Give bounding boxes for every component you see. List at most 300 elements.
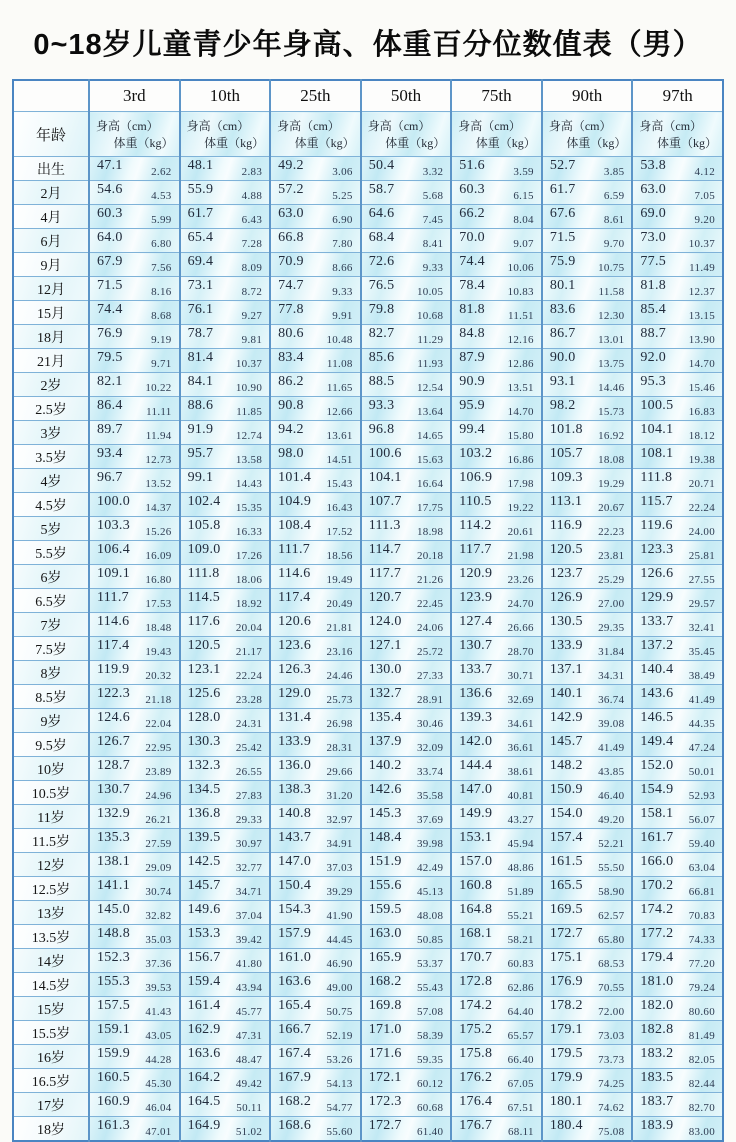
percentile-cell (180, 733, 271, 757)
percentile-cell (89, 301, 180, 325)
percentile-cell (89, 373, 180, 397)
percentile-cell (180, 229, 271, 253)
height-value: 65.4 (187, 230, 214, 245)
weight-value: 43.94 (235, 982, 263, 994)
percentile-cell (180, 277, 271, 301)
percentile-cell (542, 1045, 633, 1069)
height-value: 66.8 (278, 230, 304, 245)
height-value: 66.2 (459, 206, 485, 221)
height-value: 179.4 (640, 950, 674, 965)
unit-cell (89, 112, 180, 157)
height-value: 86.7 (549, 326, 576, 341)
percentile-cell (542, 613, 633, 637)
percentile-cell (542, 733, 633, 757)
percentile-cell (542, 397, 633, 421)
table-row (13, 613, 723, 637)
table-row (13, 1069, 723, 1093)
weight-value: 8.66 (332, 262, 353, 274)
percentile-cell (451, 469, 542, 493)
percentile-cell (632, 517, 723, 541)
percentile-cell (632, 853, 723, 877)
weight-value: 30.74 (145, 886, 172, 898)
percentile-cell (451, 805, 542, 829)
percentile-cell (542, 205, 633, 229)
height-value: 108.4 (278, 518, 312, 533)
age-label: 11岁 (13, 805, 89, 829)
weight-value: 28.91 (417, 694, 444, 706)
height-value: 86.4 (97, 398, 123, 413)
weight-value: 73.03 (598, 1030, 625, 1042)
height-value: 114.6 (278, 566, 311, 581)
height-value: 120.5 (187, 638, 221, 653)
height-value: 111.8 (187, 566, 220, 581)
weight-value: 22.04 (145, 718, 172, 730)
percentile-cell (180, 517, 271, 541)
weight-value: 48.08 (417, 910, 444, 922)
weight-value: 37.36 (145, 958, 172, 970)
weight-value: 4.12 (694, 166, 715, 178)
height-value: 153.3 (187, 926, 221, 941)
height-value: 105.8 (187, 518, 221, 533)
unit-cell (361, 112, 452, 157)
percentile-cell (270, 709, 361, 733)
percentile-cell (89, 1093, 180, 1117)
weight-value: 56.07 (688, 814, 715, 826)
height-value: 101.4 (278, 470, 312, 485)
height-value: 104.9 (278, 494, 312, 509)
age-label: 7.5岁 (13, 637, 89, 661)
weight-value: 11.58 (598, 286, 625, 298)
height-value: 52.7 (549, 158, 576, 173)
height-value: 73.1 (187, 278, 214, 293)
percentile-cell (361, 925, 452, 949)
height-value: 161.3 (97, 1118, 130, 1133)
height-value: 164.8 (459, 902, 493, 917)
height-value: 98.0 (278, 446, 304, 461)
percentile-cell (451, 325, 542, 349)
weight-value: 23.28 (235, 694, 263, 706)
height-value: 130.0 (368, 662, 402, 677)
height-value: 126.9 (549, 590, 583, 605)
percentile-cell (451, 349, 542, 373)
table-row (13, 469, 723, 493)
weight-value: 83.00 (688, 1126, 715, 1138)
height-value: 150.4 (278, 878, 312, 893)
percentile-cell (542, 1117, 633, 1142)
height-value: 172.7 (368, 1118, 402, 1133)
height-value: 127.4 (459, 614, 493, 629)
percentile-cell (361, 445, 452, 469)
percentile-cell (451, 1021, 542, 1045)
table-row (13, 541, 723, 565)
height-value: 114.7 (368, 542, 402, 557)
height-value: 157.4 (549, 830, 583, 845)
height-value: 99.4 (459, 422, 485, 437)
height-value: 114.5 (187, 590, 221, 605)
percentile-cell (180, 661, 271, 685)
height-value: 175.1 (549, 950, 583, 965)
weight-value: 14.70 (688, 358, 715, 370)
table-row (13, 1093, 723, 1117)
percentile-cell (180, 781, 271, 805)
weight-value: 44.28 (145, 1054, 172, 1066)
weight-value: 19.38 (688, 454, 715, 466)
percentile-cell (451, 157, 542, 181)
percentile-cell (270, 853, 361, 877)
height-value: 132.3 (187, 758, 221, 773)
height-value: 79.8 (368, 302, 395, 317)
weight-value: 8.04 (513, 214, 534, 226)
percentile-cell (89, 829, 180, 853)
table-row (13, 181, 723, 205)
height-value: 77.8 (278, 302, 304, 317)
weight-value: 19.22 (507, 502, 534, 514)
weight-value: 39.98 (417, 838, 444, 850)
weight-value: 3.59 (513, 166, 534, 178)
height-value: 91.9 (187, 422, 214, 437)
height-value: 138.3 (278, 782, 312, 797)
weight-value: 41.49 (688, 694, 715, 706)
percentile-cell (542, 445, 633, 469)
weight-value: 82.44 (688, 1078, 715, 1090)
height-value: 137.9 (368, 734, 402, 749)
height-value: 127.1 (368, 638, 402, 653)
weight-value: 45.13 (417, 886, 444, 898)
weight-value: 12.74 (235, 430, 263, 442)
weight-value: 46.90 (326, 958, 353, 970)
weight-value: 9.27 (241, 310, 263, 322)
weight-value: 7.80 (332, 238, 353, 250)
percentile-cell (361, 565, 452, 589)
height-value: 149.6 (187, 902, 221, 917)
percentile-cell (632, 349, 723, 373)
height-value: 163.6 (187, 1046, 221, 1061)
weight-value: 44.45 (326, 934, 353, 946)
weight-value: 10.06 (507, 262, 534, 274)
height-value: 103.2 (459, 446, 493, 461)
unit-header-row (13, 112, 723, 157)
weight-value: 20.67 (598, 502, 625, 514)
weight-value: 73.73 (598, 1054, 625, 1066)
percentile-cell (542, 949, 633, 973)
height-value: 71.5 (97, 278, 123, 293)
percentile-cell (632, 877, 723, 901)
weight-value: 68.11 (507, 1126, 534, 1138)
percentile-cell (361, 325, 452, 349)
percentile-cell (180, 373, 271, 397)
percentile-cell (451, 733, 542, 757)
height-value: 103.3 (97, 518, 130, 533)
height-value: 84.8 (459, 326, 485, 341)
height-value: 130.7 (97, 782, 130, 797)
height-value: 107.7 (368, 494, 402, 509)
weight-value: 68.53 (598, 958, 625, 970)
weight-value: 8.41 (422, 238, 444, 250)
percentile-cell (542, 229, 633, 253)
height-value: 63.0 (278, 206, 304, 221)
height-value: 99.1 (187, 470, 214, 485)
weight-value: 14.51 (326, 454, 353, 466)
weight-value: 29.35 (598, 622, 625, 634)
height-value: 108.1 (640, 446, 674, 461)
weight-value: 12.73 (145, 454, 172, 466)
table-row (13, 493, 723, 517)
weight-value: 17.26 (235, 550, 263, 562)
percentile-cell (270, 973, 361, 997)
percentile-cell (632, 637, 723, 661)
age-label: 12月 (13, 277, 89, 301)
height-value: 168.6 (278, 1118, 312, 1133)
weight-value: 40.81 (507, 790, 534, 802)
percentile-cell (361, 973, 452, 997)
percentile-cell (361, 1093, 452, 1117)
weight-value: 27.83 (235, 790, 263, 802)
table-row (13, 397, 723, 421)
percentile-cell (451, 541, 542, 565)
percentile-cell (361, 373, 452, 397)
percentile-cell (542, 517, 633, 541)
height-value: 111.8 (640, 470, 673, 485)
percentile-header-row (13, 80, 723, 112)
height-value: 167.9 (278, 1070, 312, 1085)
weight-value: 37.69 (417, 814, 444, 826)
height-value: 74.4 (459, 254, 485, 269)
height-value: 156.7 (187, 950, 221, 965)
percentile-cell (632, 205, 723, 229)
weight-value: 9.70 (603, 238, 625, 250)
weight-value: 16.80 (145, 574, 172, 586)
height-value: 81.8 (459, 302, 485, 317)
percentile-cell (451, 1117, 542, 1142)
weight-value: 12.66 (326, 406, 353, 418)
weight-value: 13.64 (417, 406, 444, 418)
height-value: 142.9 (549, 710, 583, 725)
weight-value: 29.66 (326, 766, 353, 778)
percentile-cell (361, 877, 452, 901)
height-value: 114.6 (97, 614, 130, 629)
weight-value: 20.04 (235, 622, 263, 634)
percentile-cell (361, 421, 452, 445)
percentile-cell (632, 781, 723, 805)
weight-value: 61.40 (417, 1126, 444, 1138)
height-value: 69.0 (640, 206, 667, 221)
height-value: 140.8 (278, 806, 312, 821)
height-value: 124.0 (368, 614, 402, 629)
percentile-cell (451, 781, 542, 805)
weight-value: 21.26 (417, 574, 444, 586)
weight-value: 28.31 (326, 742, 353, 754)
table-row (13, 229, 723, 253)
age-label: 5.5岁 (13, 541, 89, 565)
weight-value: 35.58 (417, 790, 444, 802)
weight-value: 12.86 (507, 358, 534, 370)
height-value: 81.8 (640, 278, 667, 293)
percentile-cell (180, 997, 271, 1021)
percentile-cell (180, 973, 271, 997)
height-value: 88.6 (187, 398, 214, 413)
weight-value: 6.43 (241, 214, 263, 226)
height-unit-label: 身高（cm） (367, 119, 431, 133)
percentile-cell (270, 157, 361, 181)
percentile-cell (361, 1069, 452, 1093)
percentile-cell (542, 373, 633, 397)
percentile-cell (632, 1045, 723, 1069)
table-row (13, 829, 723, 853)
percentile-cell (542, 325, 633, 349)
weight-value: 23.16 (326, 646, 353, 658)
percentile-cell (361, 541, 452, 565)
height-value: 95.3 (640, 374, 667, 389)
weight-value: 18.98 (417, 526, 444, 538)
percentile-cell (361, 349, 452, 373)
weight-value: 66.81 (688, 886, 715, 898)
weight-value: 74.33 (688, 934, 715, 946)
percentile-cell (180, 349, 271, 373)
height-value: 172.3 (368, 1094, 402, 1109)
height-value: 139.3 (459, 710, 493, 725)
percentile-cell (270, 829, 361, 853)
weight-value: 32.77 (235, 862, 263, 874)
weight-value: 9.81 (241, 334, 263, 346)
age-label: 6.5岁 (13, 589, 89, 613)
weight-value: 53.26 (326, 1054, 353, 1066)
weight-value: 50.01 (688, 766, 715, 778)
height-value: 128.0 (187, 710, 221, 725)
table-row (13, 325, 723, 349)
height-value: 130.7 (459, 638, 493, 653)
percentile-cell (632, 829, 723, 853)
height-value: 182.0 (640, 998, 674, 1013)
height-value: 181.0 (640, 974, 674, 989)
percentile-cell (632, 613, 723, 637)
weight-value: 14.37 (145, 502, 172, 514)
percentile-cell (542, 925, 633, 949)
corner-cell (13, 80, 89, 112)
percentile-cell (632, 325, 723, 349)
table-row (13, 709, 723, 733)
percentile-cell (270, 541, 361, 565)
percentile-cell (542, 349, 633, 373)
height-value: 149.4 (640, 734, 674, 749)
percentile-cell (451, 277, 542, 301)
percentile-cell (451, 1069, 542, 1093)
weight-value: 44.35 (688, 718, 715, 730)
weight-value: 5.25 (332, 190, 353, 202)
weight-value: 39.08 (598, 718, 625, 730)
percentile-cell (542, 805, 633, 829)
age-label: 4.5岁 (13, 493, 89, 517)
percentile-cell (542, 757, 633, 781)
percentile-cell (180, 925, 271, 949)
height-value: 155.6 (368, 878, 402, 893)
percentile-cell (270, 877, 361, 901)
height-value: 120.9 (459, 566, 493, 581)
table-row (13, 973, 723, 997)
height-value: 54.6 (97, 182, 123, 197)
height-value: 162.9 (187, 1022, 221, 1037)
percentile-cell (632, 709, 723, 733)
weight-value: 4.88 (241, 190, 263, 202)
percentile-cell (89, 517, 180, 541)
percentile-cell (451, 205, 542, 229)
percentile-cell (451, 637, 542, 661)
percentile-cell (451, 565, 542, 589)
percentile-cell (361, 781, 452, 805)
height-value: 163.0 (368, 926, 402, 941)
weight-value: 60.12 (417, 1078, 444, 1090)
percentile-cell (180, 613, 271, 637)
height-value: 180.4 (549, 1118, 583, 1133)
weight-value: 27.33 (417, 670, 444, 682)
weight-value: 8.09 (241, 262, 263, 274)
weight-value: 38.61 (507, 766, 534, 778)
height-value: 133.9 (549, 638, 583, 653)
weight-value: 31.84 (598, 646, 625, 658)
height-unit-label: 身高（cm） (277, 119, 340, 133)
weight-value: 9.33 (332, 286, 353, 298)
height-value: 157.0 (459, 854, 493, 869)
age-label: 9月 (13, 253, 89, 277)
height-value: 90.9 (459, 374, 485, 389)
unit-cell (180, 112, 271, 157)
weight-value: 34.61 (507, 718, 534, 730)
height-value: 123.1 (187, 662, 221, 677)
percentile-cell (180, 301, 271, 325)
percentile-cell (361, 277, 452, 301)
percentile-cell (451, 421, 542, 445)
weight-value: 77.20 (688, 958, 715, 970)
weight-value: 11.49 (689, 262, 715, 274)
percentile-cell (270, 349, 361, 373)
height-value: 78.7 (187, 326, 214, 341)
percentile-cell (361, 517, 452, 541)
percentile-cell (270, 397, 361, 421)
percentile-cell (632, 1117, 723, 1142)
weight-value: 10.48 (326, 334, 353, 346)
height-value: 48.1 (187, 158, 214, 173)
weight-value: 39.42 (235, 934, 263, 946)
height-value: 61.7 (187, 206, 214, 221)
percentile-header-50th: 50th (361, 80, 452, 112)
height-value: 165.5 (549, 878, 583, 893)
height-value: 161.4 (187, 998, 221, 1013)
height-value: 176.2 (459, 1070, 493, 1085)
weight-value: 25.29 (598, 574, 625, 586)
percentile-cell (361, 229, 452, 253)
weight-value: 70.83 (688, 910, 715, 922)
weight-value: 22.24 (688, 502, 715, 514)
height-value: 111.7 (97, 590, 129, 605)
height-value: 154.0 (549, 806, 583, 821)
height-value: 78.4 (459, 278, 485, 293)
weight-value: 16.92 (598, 430, 625, 442)
weight-value: 15.63 (417, 454, 444, 466)
height-value: 123.7 (549, 566, 583, 581)
table-row (13, 253, 723, 277)
percentile-cell (361, 157, 452, 181)
height-value: 106.4 (97, 542, 130, 557)
weight-value: 42.49 (417, 862, 444, 874)
percentile-cell (542, 877, 633, 901)
height-value: 179.5 (549, 1046, 583, 1061)
weight-value: 46.40 (598, 790, 625, 802)
weight-value: 30.71 (507, 670, 534, 682)
percentile-cell (180, 157, 271, 181)
percentile-cell (270, 925, 361, 949)
weight-value: 7.56 (151, 262, 172, 274)
percentile-cell (270, 517, 361, 541)
height-value: 70.9 (278, 254, 304, 269)
